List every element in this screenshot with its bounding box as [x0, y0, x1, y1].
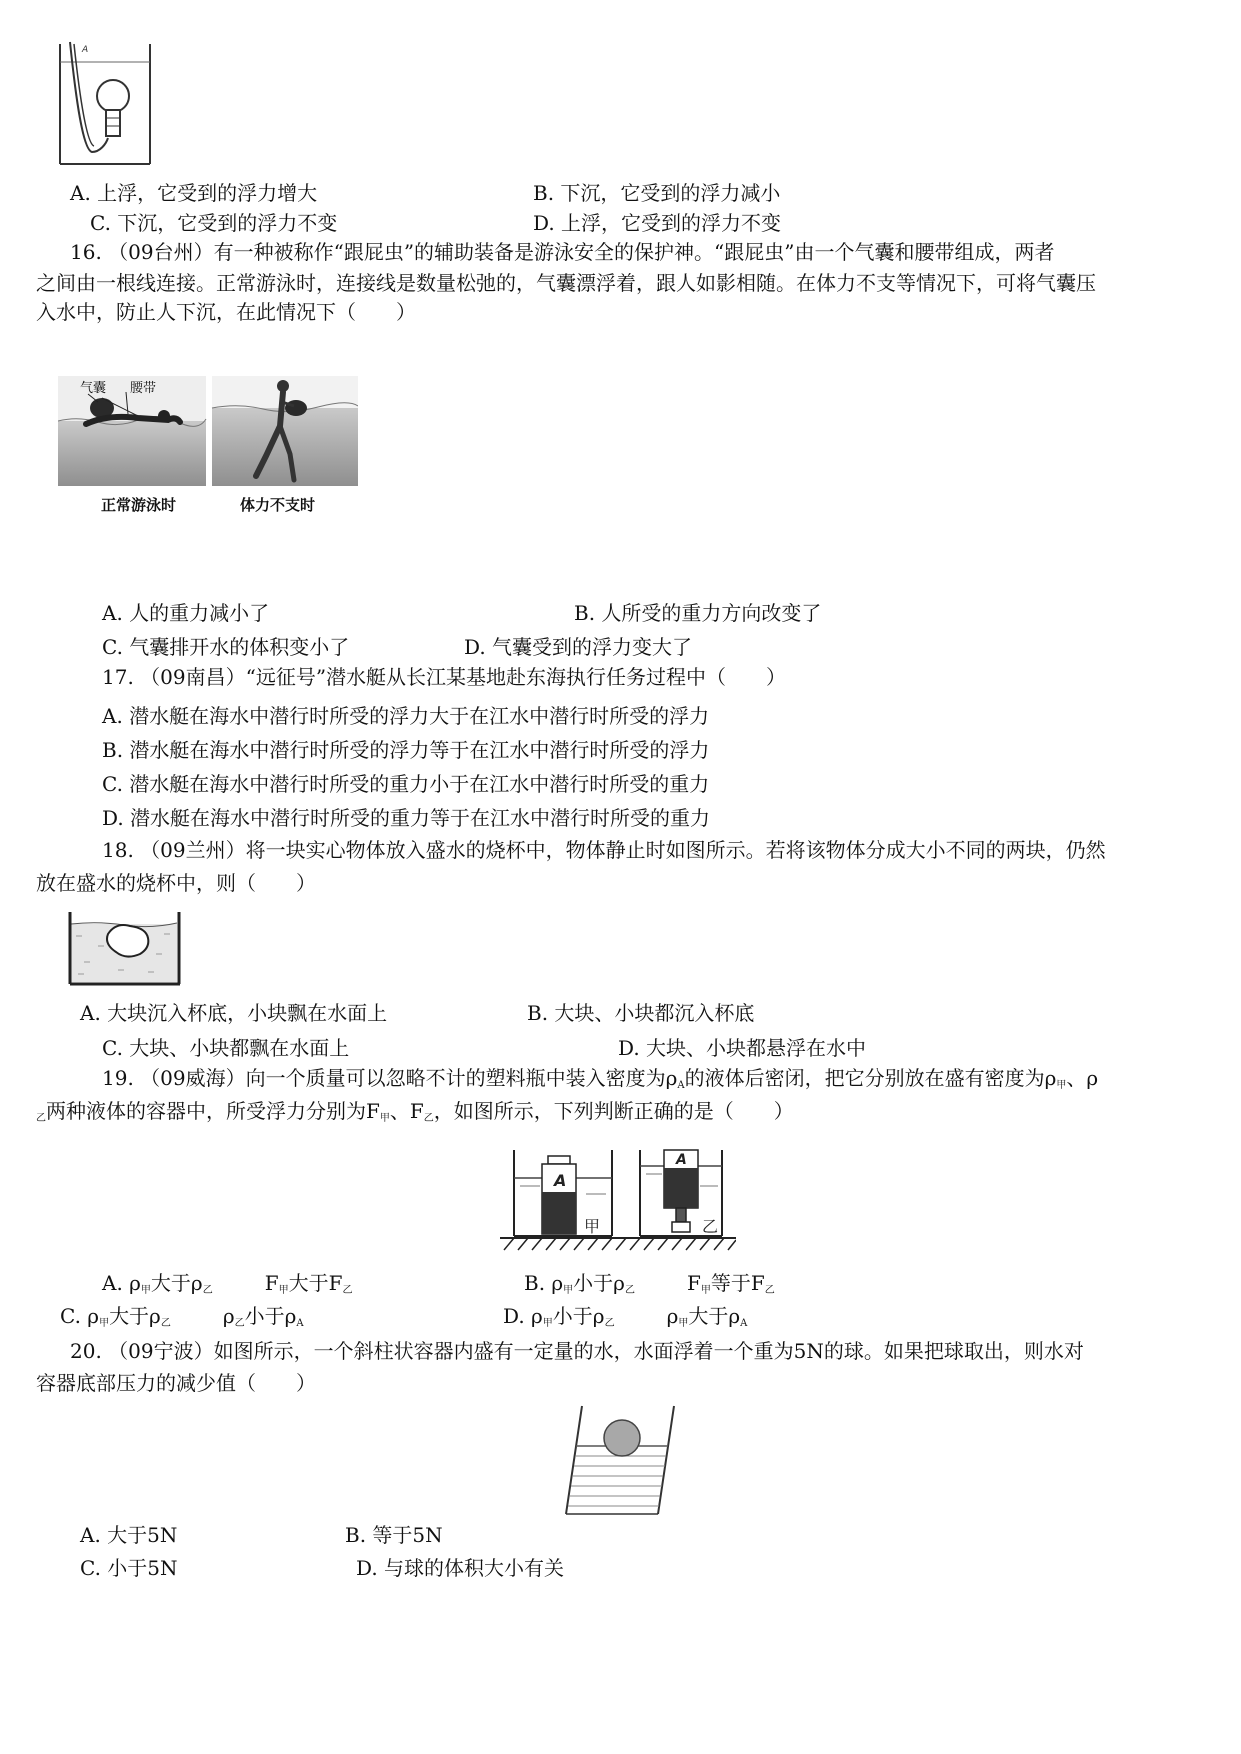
q20-option-c: C. 小于5N: [80, 1556, 178, 1580]
q19-opt-d-rho2: ρ: [666, 1304, 679, 1328]
q19-stem-line1: [102, 1065, 1098, 1099]
q20-figure: [562, 1404, 682, 1520]
q19-stem-line2: [36, 1098, 794, 1132]
q16-stem-line3: 入水中，防止人下沉，在此情况下（ ）: [36, 300, 416, 324]
q19-opt-d-rel: 小于ρ: [552, 1304, 605, 1328]
q19-opt-a-rel: 大于ρ: [150, 1271, 203, 1295]
q19-opt-c-sub1: 甲: [99, 1318, 110, 1329]
q19-opt-d-sub4: A: [740, 1318, 748, 1329]
q16-option-a: A. 人的重力减小了: [102, 601, 270, 625]
q19-opt-b-f: F: [686, 1271, 701, 1295]
q19-sub-yi-lead: 乙: [36, 1113, 46, 1124]
q15-figure-label: A: [82, 45, 89, 55]
q17-option-d: D. 潜水艇在海水中潜行时所受的重力等于在江水中潜行时所受的重力: [102, 806, 711, 830]
q19-opt-d-rel2: 大于ρ: [688, 1304, 741, 1328]
q19-option-c: [60, 1303, 304, 1337]
q20-option-d: D. 与球的体积大小有关: [356, 1556, 565, 1580]
q16-stem-line2: 之间由一根线连接。正常游泳时，连接线是数量松弛的，气囊漂浮着，跟人如影相随。在体力不支等情况下，可将气囊压: [36, 271, 1096, 295]
q18-figure: [68, 910, 184, 986]
q19-stem-text-3: 两种液体的容器中，所受浮力分别为F: [46, 1099, 380, 1123]
q19-stem-sep: 、ρ: [1066, 1066, 1099, 1090]
q19-opt-b-sub3: 甲: [700, 1285, 711, 1296]
q17-stem: 17. （09南昌）“远征号”潜水艇从长江某基地赴东海执行任务过程中（ ）: [102, 665, 787, 689]
q19-opt-d-sub3: 甲: [678, 1318, 689, 1329]
q16-label-bag: 气囊: [80, 381, 107, 396]
q18-option-d: D. 大块、小块都悬浮在水中: [618, 1036, 867, 1060]
q19-stem-text-4: 、F: [389, 1099, 424, 1123]
q19-opt-a-rel2: 大于F: [288, 1271, 343, 1295]
q16-label-belt: 腰带: [130, 381, 157, 396]
q19-opt-c-sub4: A: [296, 1318, 304, 1329]
q19-option-a: [102, 1270, 352, 1304]
q16-figure: [58, 376, 358, 524]
q19-stem-text-1: 19. （09威海）向一个质量可以忽略不计的塑料瓶中装入密度为ρ: [102, 1066, 678, 1090]
q19-opt-d-sub2: 乙: [604, 1318, 615, 1329]
q19-opt-a-sub1: 甲: [140, 1285, 151, 1296]
q18-option-c: C. 大块、小块都飘在水面上: [102, 1036, 350, 1060]
q19-fig-label-yi: 乙: [702, 1217, 719, 1236]
q19-stem-text-2: 的液体后密闭，把它分别放在盛有密度为ρ: [684, 1066, 1057, 1090]
q19-opt-d-sub1: 甲: [542, 1318, 553, 1329]
q19-opt-c-rel2: 小于ρ: [244, 1304, 297, 1328]
q19-sub-jia: 甲: [1056, 1080, 1067, 1091]
q19-fig-label-jia: 甲: [584, 1217, 601, 1236]
q19-opt-c-rho: C. ρ: [60, 1304, 100, 1328]
q16-option-b: B. 人所受的重力方向改变了: [574, 601, 822, 625]
q19-opt-c-sub2: 乙: [160, 1318, 171, 1329]
q16-option-d: D. 气囊受到的浮力变大了: [464, 635, 693, 659]
q15-option-b: B. 下沉，它受到的浮力减小: [533, 181, 781, 205]
q15-option-c: C. 下沉，它受到的浮力不变: [90, 211, 338, 235]
q19-opt-b-sub1: 甲: [563, 1285, 574, 1296]
q19-opt-a-sub4: 乙: [342, 1285, 353, 1296]
q16-option-c: C. 气囊排开水的体积变小了: [102, 635, 350, 659]
q17-option-a: A. 潜水艇在海水中潜行时所受的浮力大于在江水中潜行时所受的浮力: [102, 704, 710, 728]
q19-opt-b-sub2: 乙: [624, 1285, 635, 1296]
q19-opt-d-rho: D. ρ: [503, 1304, 543, 1328]
q19-opt-a-f: F: [264, 1271, 279, 1295]
q19-option-d: [503, 1303, 747, 1337]
q20-option-b: B. 等于5N: [345, 1523, 443, 1547]
q18-option-b: B. 大块、小块都沉入杯底: [527, 1001, 755, 1025]
q20-stem-line1: 20. （09宁波）如图所示，一个斜柱状容器内盛有一定量的水，水面浮着一个重为5N的球。如果把球取出，则水对: [70, 1339, 1084, 1363]
q19-fig-bottle-label-2: A: [676, 1152, 687, 1168]
q16-caption-right: 体力不支时: [240, 496, 316, 514]
q19-opt-a-sub3: 甲: [278, 1285, 289, 1296]
q19-opt-a-sub2: 乙: [202, 1285, 213, 1296]
q16-stem-line1: 16. （09台州）有一种被称作“跟屁虫”的辅助装备是游泳安全的保护神。“跟屁虫”由一个气囊和腰带组成，两者: [70, 240, 1055, 264]
q19-opt-c-rho2: ρ: [222, 1304, 235, 1328]
q15-option-a: A. 上浮，它受到的浮力增大: [70, 181, 318, 205]
q15-figure: [58, 40, 158, 168]
q18-stem-line1: 18. （09兰州）将一块实心物体放入盛水的烧杯中，物体静止时如图所示。若将该物体分成大小不同的两块，仍然: [102, 838, 1106, 862]
q15-option-d: D. 上浮，它受到的浮力不变: [533, 211, 782, 235]
q19-sub-a: A: [677, 1080, 685, 1091]
q17-option-b: B. 潜水艇在海水中潜行时所受的浮力等于在江水中潜行时所受的浮力: [102, 738, 710, 762]
q18-option-a: A. 大块沉入杯底，小块飘在水面上: [80, 1001, 388, 1025]
q17-option-c: C. 潜水艇在海水中潜行时所受的重力小于在江水中潜行时所受的重力: [102, 772, 710, 796]
q16-caption-left: 正常游泳时: [101, 496, 177, 514]
q19-opt-b-sub4: 乙: [764, 1285, 775, 1296]
q19-opt-a-rho: A. ρ: [102, 1271, 141, 1295]
q20-stem-line2: 容器底部压力的减少值（ ）: [36, 1371, 316, 1395]
q19-stem-text-5: ，如图所示，下列判断正确的是（ ）: [433, 1099, 794, 1123]
q20-option-a: A. 大于5N: [80, 1523, 178, 1547]
q18-stem-line2: 放在盛水的烧杯中，则（ ）: [36, 871, 316, 895]
q19-fig-bottle-label-1: A: [554, 1171, 567, 1190]
q19-opt-c-sub3: 乙: [234, 1318, 245, 1329]
q19-sub-jia-2: 甲: [379, 1113, 390, 1124]
q19-figure: [500, 1138, 736, 1258]
q19-sub-yi-2: 乙: [423, 1113, 434, 1124]
q19-opt-c-rel: 大于ρ: [109, 1304, 161, 1328]
q19-opt-b-rho: B. ρ: [524, 1271, 564, 1295]
q19-opt-b-rel: 小于ρ: [573, 1271, 625, 1295]
q19-option-b: [524, 1270, 775, 1304]
q19-opt-b-rel2: 等于F: [710, 1271, 765, 1295]
